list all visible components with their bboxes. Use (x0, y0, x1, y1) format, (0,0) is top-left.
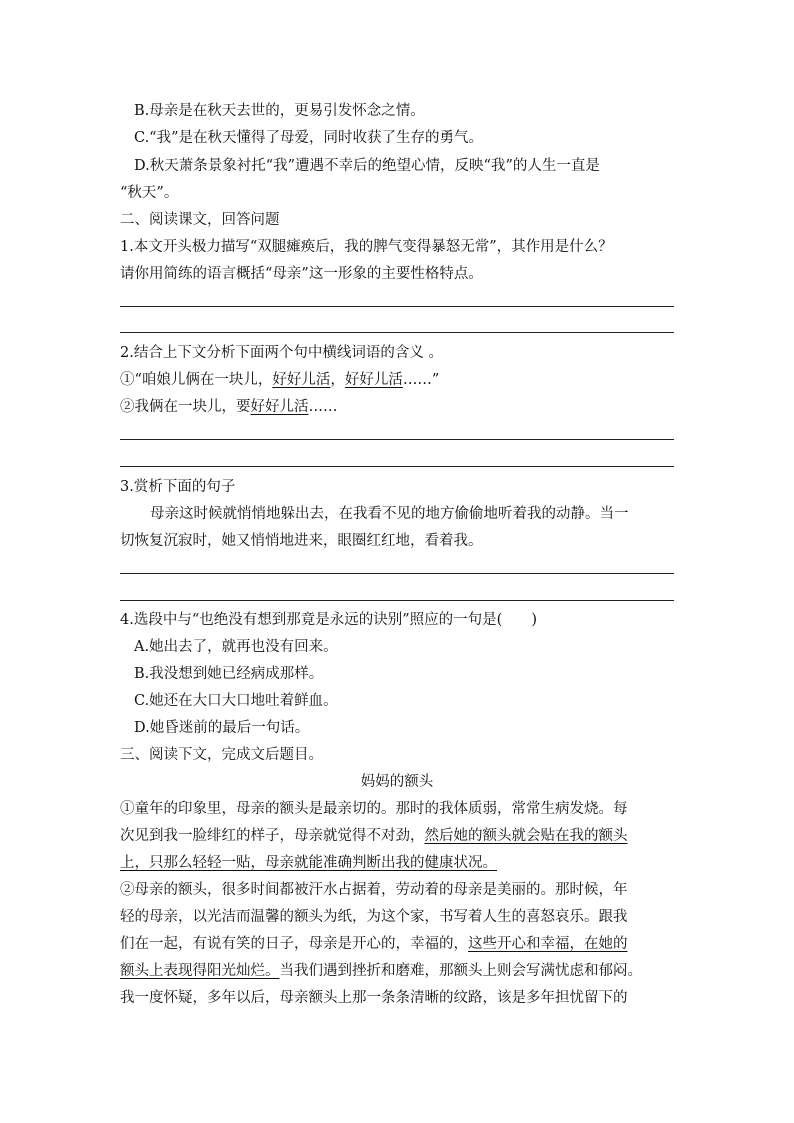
answer-line (120, 573, 674, 574)
passage-paragraph-2-line-5: 我一度怀疑，多年以后，母亲额头上那一条条清晰的纹路，该是多年担忧留下的 (120, 990, 628, 1006)
option-c-line: C.“我”是在秋天懂得了母爱，同时收获了生存的勇气。 (134, 130, 484, 146)
underlined-phrase: 好好儿活 (344, 372, 403, 388)
answer-line (120, 466, 674, 467)
sentence-text: ， (330, 372, 345, 388)
passage-paragraph-2-line-2: 轻的母亲，以光洁而温馨的额头为纸，为这个家，书写着人生的喜怒哀乐。跟我 (120, 909, 628, 925)
passage-paragraph-1-line-3 (120, 853, 497, 873)
passage-title: 妈妈的额头 (360, 774, 434, 790)
question-1-line-2: 请你用简练的语言概括“母亲”这一形象的主要性格特点。 (120, 266, 483, 282)
passage-paragraph-1-line-1: ①童年的印象里，母亲的额头是最亲切的。那时的我体质弱，常常生病发烧。每 (120, 801, 628, 817)
question-3-quote-line-2: 切恢复沉寂时，她又悄悄地进来，眼圈红红地，看着我。 (120, 533, 483, 549)
question-4: 4.选段中与“也绝没有想到那竟是永远的诀别”照应的一句是( ) (120, 612, 537, 628)
passage-paragraph-1-line-2 (120, 826, 628, 846)
underlined-sentence: 然后她的额头就会贴在我的额头 (424, 828, 628, 844)
question-1-line-1: 1.本文开头极力描写“双腿瘫痪后，我的脾气变得暴怒无常”，其作用是什么？ (120, 239, 613, 255)
passage-paragraph-2-line-3 (120, 934, 628, 954)
sentence-text: ……” (402, 372, 440, 388)
question-2-sentence-1 (120, 370, 439, 390)
question-2-sentence-2 (120, 397, 338, 417)
option-d-line: D.秋天萧条景象衬托“我”遭遇不幸后的绝望心情，反映“我”的人生一直是 (134, 158, 600, 174)
answer-line (120, 306, 674, 307)
sentence-text: ②我俩在一块儿，要 (120, 399, 251, 415)
sentence-text: 次见到我一脸绯红的样子，母亲就觉得不对劲， (120, 828, 425, 844)
question-2: 2.结合上下文分析下面两个句中横线词语的含义 。 (120, 345, 443, 361)
sentence-text: 们在一起，有说有笑的日子，母亲是开心的，幸福的， (120, 936, 468, 952)
section-three-heading: 三、阅读下文，完成文后题目。 (120, 747, 323, 763)
sentence-text: ①“咱娘儿俩在一块儿， (120, 372, 273, 388)
question-3-quote-line-1: 母亲这时候就悄悄地躲出去，在我看不见的地方偷偷地听着我的动静。当一 (150, 506, 629, 522)
underlined-phrase: 好好儿活 (272, 372, 331, 388)
underlined-sentence: 额头上表现得阳光灿烂。 (120, 963, 280, 979)
option-d-continuation: “秋天”。 (120, 185, 179, 201)
sentence-text: …… (308, 399, 338, 415)
question-4-option-a: A.她出去了，就再也没有回来。 (134, 639, 338, 655)
underlined-sentence: 上，只那么轻轻一贴，母亲就能准确判断出我的健康状况。 (120, 855, 497, 871)
question-4-option-d: D.她昏迷前的最后一句话。 (134, 720, 310, 736)
answer-line (120, 439, 674, 440)
underlined-phrase: 好好儿活 (250, 399, 309, 415)
underlined-sentence: 这些开心和幸福，在她的 (468, 936, 628, 952)
section-two-heading: 二、阅读课文，回答问题 (120, 212, 280, 228)
question-3: 3.赏析下面的句子 (120, 479, 236, 495)
question-4-option-c: C.她还在大口大口地吐着鲜血。 (134, 693, 338, 709)
sentence-text: 当我们遇到挫折和磨难，那额头上则会写满忧虑和郁闷。 (279, 963, 642, 979)
answer-line (120, 332, 674, 333)
option-b-line: B.母亲是在秋天去世的，更易引发怀念之情。 (134, 103, 425, 119)
question-4-option-b: B.我没想到她已经病成那样。 (134, 666, 324, 682)
passage-paragraph-2-line-4 (120, 961, 642, 981)
answer-line (120, 600, 674, 601)
passage-paragraph-2-line-1: ②母亲的额头，很多时间都被汗水占据着，劳动着的母亲是美丽的。那时候，年 (120, 882, 628, 898)
